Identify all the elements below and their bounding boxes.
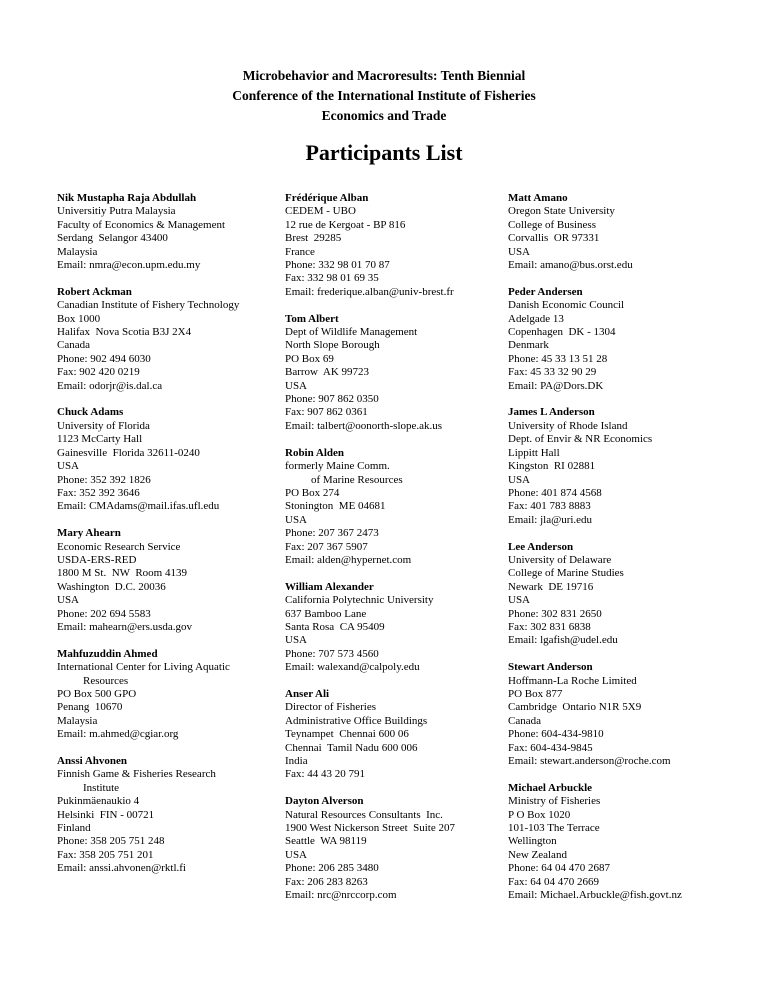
participant-detail-line: USA xyxy=(508,473,531,486)
participant-entry xyxy=(57,192,285,272)
participant-entry xyxy=(508,661,742,768)
participant-detail-line: Washington D.C. 20036 xyxy=(57,580,166,593)
participant-detail-line: USA xyxy=(57,460,80,473)
participant-detail-line: Phone: 332 98 01 70 87 xyxy=(285,259,390,272)
participant-detail-line: 12 rue de Kergoat - BP 816 xyxy=(285,218,406,231)
participant-detail-line: Danish Economic Council xyxy=(508,299,625,312)
participant-detail-line: Chennai Tamil Nadu 600 006 xyxy=(285,741,418,754)
participant-detail-line: Canada xyxy=(508,714,541,727)
participant-detail-line: USA xyxy=(285,379,308,392)
participant-entry xyxy=(57,755,285,876)
participant-name: William Alexander xyxy=(285,580,374,593)
participant-detail-line: 637 Bamboo Lane xyxy=(285,607,367,620)
participant-entry xyxy=(57,527,285,634)
participant-entry xyxy=(285,192,508,299)
participant-detail-line: University of Rhode Island xyxy=(508,419,628,432)
participant-detail-line: Email: odorjr@is.dal.ca xyxy=(57,379,163,392)
participant-detail-line: Fax: 358 205 751 201 xyxy=(57,848,154,861)
participant-detail-line: 1900 West Nickerson Street Suite 207 xyxy=(285,822,456,835)
participant-detail-line: CEDEM - UBO xyxy=(285,205,356,218)
participant-detail-line: Fax: 45 33 32 90 29 xyxy=(508,366,597,379)
participant-detail-line: Email: anssi.ahvonen@rktl.fi xyxy=(57,862,186,875)
participant-detail-line: PO Box 69 xyxy=(285,352,334,365)
participant-detail-line: Denmark xyxy=(508,339,549,352)
participant-detail-line: Phone: 907 862 0350 xyxy=(285,393,379,406)
participant-detail-line: P O Box 1020 xyxy=(508,808,571,821)
participant-detail-line: Fax: 64 04 470 2669 xyxy=(508,875,600,888)
participant-detail-line: Phone: 64 04 470 2687 xyxy=(508,862,611,875)
participant-detail-line: Phone: 207 367 2473 xyxy=(285,527,379,540)
participant-detail-line: Phone: 352 392 1826 xyxy=(57,473,151,486)
participant-detail-line: Email: jla@uri.edu xyxy=(508,513,593,526)
participant-detail-line: Phone: 302 831 2650 xyxy=(508,607,602,620)
participant-detail-line: College of Marine Studies xyxy=(508,567,624,580)
participant-detail-line: Seattle WA 98119 xyxy=(285,835,367,848)
participant-detail-line: Wellington xyxy=(508,835,557,848)
participant-detail-line: PO Box 877 xyxy=(508,687,563,700)
participant-entry xyxy=(508,286,742,393)
participant-name: Mahfuzuddin Ahmed xyxy=(57,647,158,660)
participant-detail-line: Finnish Game & Fisheries Research xyxy=(57,768,216,781)
participant-detail-line: International Center for Living Aquatic xyxy=(57,661,230,674)
participant-detail-line: Institute xyxy=(83,781,120,794)
participant-detail-line: Santa Rosa CA 95409 xyxy=(285,620,385,633)
participant-entry xyxy=(285,581,508,675)
participant-detail-line: Penang 10670 xyxy=(57,701,123,714)
participant-detail-line: Serdang Selangor 43400 xyxy=(57,232,168,245)
participant-name: Matt Amano xyxy=(508,192,568,204)
participant-detail-line: Phone: 358 205 751 248 xyxy=(57,835,165,848)
participant-name: Michael Arbuckle xyxy=(508,781,593,794)
participant-detail-line: Email: CMAdams@mail.ifas.ufl.edu xyxy=(57,500,220,513)
participant-entry xyxy=(285,795,508,902)
participant-detail-line: Resources xyxy=(83,674,129,687)
participants-columns xyxy=(57,192,742,916)
participant-detail-line: California Polytechnic University xyxy=(285,594,434,607)
participant-detail-line: Phone: 604-434-9810 xyxy=(508,728,604,741)
participant-detail-line: Fax: 907 862 0361 xyxy=(285,406,368,419)
participant-detail-line: Copenhagen DK - 1304 xyxy=(508,326,616,339)
participant-name: Anssi Ahvonen xyxy=(57,754,128,767)
participant-detail-line: Administrative Office Buildings xyxy=(285,714,428,727)
participant-detail-line: Adelgade 13 xyxy=(508,312,564,325)
participant-name: Chuck Adams xyxy=(57,406,124,419)
participants-column-1 xyxy=(57,192,285,916)
participant-name: Dayton Alverson xyxy=(285,795,364,808)
participant-entry xyxy=(285,688,508,782)
conference-header-line-2: Conference of the International Institute of Fisheries xyxy=(232,88,536,103)
participant-detail-line: Dept. of Envir & NR Economics xyxy=(508,433,653,446)
participant-entry xyxy=(508,192,742,272)
participant-detail-line: USA xyxy=(285,634,308,647)
participants-column-3 xyxy=(508,192,742,916)
participant-detail-line: Email: frederique.alban@univ-brest.fr xyxy=(285,285,454,298)
participant-name: James L Anderson xyxy=(508,406,595,419)
participant-detail-line: Cambridge Ontario N1R 5X9 xyxy=(508,701,642,714)
participant-detail-line: Pukinmäenaukio 4 xyxy=(57,795,140,808)
participant-name: Anser Ali xyxy=(285,687,330,700)
participant-detail-line: Teynampet Chennai 600 06 xyxy=(285,728,409,741)
participant-entry xyxy=(285,447,508,568)
participant-name: Robert Ackman xyxy=(57,285,132,298)
participant-detail-line: USA xyxy=(285,848,308,861)
participant-detail-line: Email: stewart.anderson@roche.com xyxy=(508,755,671,767)
conference-header-line-3: Economics and Trade xyxy=(321,108,447,123)
participant-detail-line: USA xyxy=(508,245,531,258)
participant-detail-line: Fax: 401 783 8883 xyxy=(508,500,591,513)
participant-detail-line: formerly Maine Comm. xyxy=(285,460,390,473)
participant-detail-line: Hoffmann-La Roche Limited xyxy=(508,674,637,687)
participant-detail-line: Canadian Institute of Fishery Technology xyxy=(57,299,240,312)
participant-entry xyxy=(508,406,742,527)
participant-detail-line: Finland xyxy=(57,822,91,835)
participant-name: Mary Ahearn xyxy=(57,527,121,540)
participant-name: Tom Albert xyxy=(285,312,339,325)
participant-entry xyxy=(57,648,285,742)
participant-detail-line: Director of Fisheries xyxy=(285,701,377,714)
participants-column-2 xyxy=(285,192,508,916)
participant-detail-line: Phone: 707 573 4560 xyxy=(285,647,379,660)
participant-detail-line: University of Florida xyxy=(57,419,150,432)
participant-detail-line: Fax: 352 392 3646 xyxy=(57,486,140,499)
participant-entry xyxy=(57,406,285,513)
participant-detail-line: Email: lgafish@udel.edu xyxy=(508,634,618,647)
participant-detail-line: Phone: 902 494 6030 xyxy=(57,352,151,365)
participant-detail-line: Newark DE 19716 xyxy=(508,580,594,593)
participant-detail-line: Fax: 206 283 8263 xyxy=(285,875,368,888)
participant-detail-line: Fax: 302 831 6838 xyxy=(508,620,591,633)
participant-detail-line: USA xyxy=(57,594,80,607)
participant-detail-line: Universitiy Putra Malaysia xyxy=(57,205,176,218)
participant-detail-line: Phone: 206 285 3480 xyxy=(285,862,379,875)
participant-detail-line: Barrow AK 99723 xyxy=(285,366,370,379)
participant-name: Peder Andersen xyxy=(508,285,583,298)
participant-name: Frédérique Alban xyxy=(285,192,369,204)
participant-detail-line: USA xyxy=(285,513,308,526)
participant-detail-line: PO Box 500 GPO xyxy=(57,687,137,700)
participant-detail-line: Fax: 332 98 01 69 35 xyxy=(285,272,379,285)
participant-name: Lee Anderson xyxy=(508,540,574,553)
participant-entry xyxy=(285,313,508,434)
participant-entry xyxy=(508,541,742,648)
participant-detail-line: France xyxy=(285,245,315,258)
participant-detail-line: Malaysia xyxy=(57,245,98,258)
participant-detail-line: Fax: 44 43 20 791 xyxy=(285,768,366,781)
participant-detail-line: Phone: 401 874 4568 xyxy=(508,486,602,499)
participant-detail-line: Fax: 604-434-9845 xyxy=(508,741,593,754)
participant-detail-line: Phone: 202 694 5583 xyxy=(57,607,151,620)
participant-detail-line: College of Business xyxy=(508,218,596,231)
participant-detail-line: Box 1000 xyxy=(57,312,101,325)
participant-detail-line: North Slope Borough xyxy=(285,339,380,352)
participant-detail-line: Email: amano@bus.orst.edu xyxy=(508,259,633,272)
participant-detail-line: Email: nrc@nrccorp.com xyxy=(285,889,397,902)
participant-name: Nik Mustapha Raja Abdullah xyxy=(57,192,197,204)
participant-detail-line: 1800 M St. NW Room 4139 xyxy=(57,567,187,580)
participant-detail-line: Halifax Nova Scotia B3J 2X4 xyxy=(57,326,192,339)
conference-header xyxy=(0,66,768,126)
participant-detail-line: Dept of Wildlife Management xyxy=(285,326,418,339)
participant-detail-line: Oregon State University xyxy=(508,205,615,218)
participant-detail-line: USDA-ERS-RED xyxy=(57,553,137,566)
participant-detail-line: USA xyxy=(508,594,531,607)
participant-detail-line: New Zealand xyxy=(508,848,567,861)
participant-detail-line: Email: PA@Dors.DK xyxy=(508,379,604,392)
participant-name: Robin Alden xyxy=(285,446,344,459)
participant-detail-line: Ministry of Fisheries xyxy=(508,795,601,808)
participant-detail-line: PO Box 274 xyxy=(285,486,340,499)
participant-detail-line: Economic Research Service xyxy=(57,540,181,553)
participant-detail-line: of Marine Resources xyxy=(311,473,403,486)
participant-detail-line: Email: Michael.Arbuckle@fish.govt.nz xyxy=(508,889,682,902)
participant-detail-line: India xyxy=(285,755,308,767)
participant-detail-line: Corvallis OR 97331 xyxy=(508,232,600,245)
participant-detail-line: Email: mahearn@ers.usda.gov xyxy=(57,620,193,633)
participant-detail-line: Faculty of Economics & Management xyxy=(57,218,226,231)
participant-detail-line: Malaysia xyxy=(57,714,98,727)
conference-header-line-1: Microbehavior and Macroresults: Tenth Biennial xyxy=(242,68,526,83)
participant-detail-line: 1123 McCarty Hall xyxy=(57,433,143,446)
participant-detail-line: Helsinki FIN - 00721 xyxy=(57,808,155,821)
participant-detail-line: Fax: 902 420 0219 xyxy=(57,366,140,379)
participant-detail-line: Email: walexand@calpoly.edu xyxy=(285,661,420,674)
participant-detail-line: 101-103 The Terrace xyxy=(508,822,600,835)
participant-detail-line: University of Delaware xyxy=(508,553,612,566)
participant-entry xyxy=(57,286,285,393)
participant-detail-line: Email: alden@hypernet.com xyxy=(285,553,412,566)
participant-detail-line: Email: nmra@econ.upm.edu.my xyxy=(57,259,201,272)
participant-detail-line: Kingston RI 02881 xyxy=(508,460,596,473)
participant-detail-line: Email: m.ahmed@cgiar.org xyxy=(57,728,179,741)
participant-detail-line: Natural Resources Consultants Inc. xyxy=(285,808,443,821)
participant-name: Stewart Anderson xyxy=(508,661,593,674)
participant-detail-line: Phone: 45 33 13 51 28 xyxy=(508,352,608,365)
participant-detail-line: Fax: 207 367 5907 xyxy=(285,540,368,553)
participant-detail-line: Brest 29285 xyxy=(285,232,342,245)
participant-detail-line: Lippitt Hall xyxy=(508,446,560,459)
participant-detail-line: Canada xyxy=(57,339,90,352)
participant-detail-line: Gainesville Florida 32611-0240 xyxy=(57,446,200,459)
participant-detail-line: Email: talbert@oonorth-slope.ak.us xyxy=(285,419,443,432)
participant-detail-line: Stonington ME 04681 xyxy=(285,500,386,513)
page-title: Participants List xyxy=(305,140,463,165)
participant-entry xyxy=(508,782,742,903)
